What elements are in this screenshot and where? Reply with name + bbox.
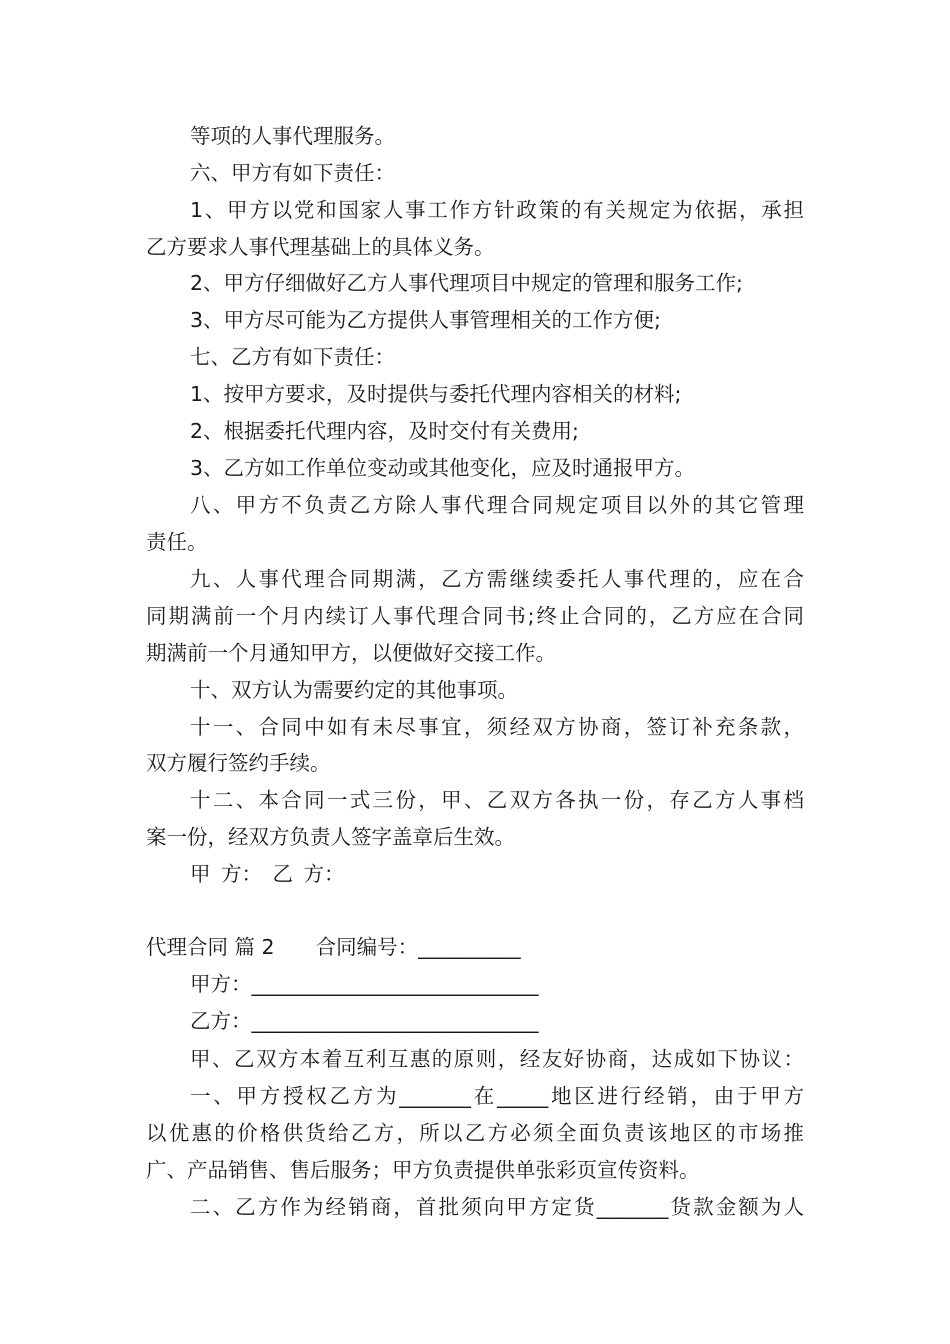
text-line: 同期满前一个月内续订人事代理合同书;终止合同的，乙方应在合同 — [146, 604, 804, 628]
text-line: 乙方要求人事代理基础上的具体义务。 — [146, 235, 495, 259]
text-line: 双方履行签约手续。 — [146, 751, 331, 775]
text-line: 甲、乙双方本着互利互惠的原则，经友好协商，达成如下协议： — [190, 1047, 804, 1071]
text-line: 一、甲方授权乙方为_______在_____地区进行经销，由于甲方 — [190, 1084, 804, 1108]
text-line: 2、甲方仔细做好乙方人事代理项目中规定的管理和服务工作; — [190, 271, 743, 295]
text-line: 以优惠的价格供货给乙方，所以乙方必须全面负责该地区的市场推 — [146, 1121, 804, 1145]
text-line: 六、甲方有如下责任： — [190, 161, 395, 185]
party-b-line: 乙方：____________________________ — [190, 1009, 539, 1033]
signature-line: 甲 方： 乙 方： — [190, 862, 345, 886]
text-line: 2、根据委托代理内容，及时交付有关费用; — [190, 419, 579, 443]
text-line: 3、乙方如工作单位变动或其他变化，应及时通报甲方。 — [190, 456, 696, 480]
text-line: 等项的人事代理服务。 — [190, 124, 395, 148]
text-line: 3、甲方尽可能为乙方提供人事管理相关的工作方便; — [190, 308, 661, 332]
text-line: 十一、合同中如有未尽事宜，须经双方协商，签订补充条款， — [190, 715, 804, 739]
text-line: 十二、本合同一式三份，甲、乙双方各执一份，存乙方人事档 — [190, 788, 804, 812]
text-line: 期满前一个月通知甲方，以便做好交接工作。 — [146, 641, 556, 665]
section-heading: 代理合同 篇 2 合同编号：__________ — [146, 935, 521, 959]
text-line: 1、按甲方要求，及时提供与委托代理内容相关的材料; — [190, 382, 682, 406]
party-a-line: 甲方：____________________________ — [190, 972, 539, 996]
text-line: 二、乙方作为经销商，首批须向甲方定货_______货款金额为人 — [190, 1195, 804, 1219]
text-line: 九、人事代理合同期满，乙方需继续委托人事代理的，应在合 — [190, 567, 804, 591]
text-line: 案一份，经双方负责人签字盖章后生效。 — [146, 825, 515, 849]
text-line: 责任。 — [146, 530, 208, 554]
text-line: 七、乙方有如下责任： — [190, 345, 395, 369]
text-line: 十、双方认为需要约定的其他事项。 — [190, 678, 518, 702]
text-line: 1、甲方以党和国家人事工作方针政策的有关规定为依据，承担 — [190, 198, 804, 222]
text-line: 广、产品销售、售后服务；甲方负责提供单张彩页宣传资料。 — [146, 1158, 700, 1182]
text-line: 八、甲方不负责乙方除人事代理合同规定项目以外的其它管理 — [190, 493, 804, 517]
